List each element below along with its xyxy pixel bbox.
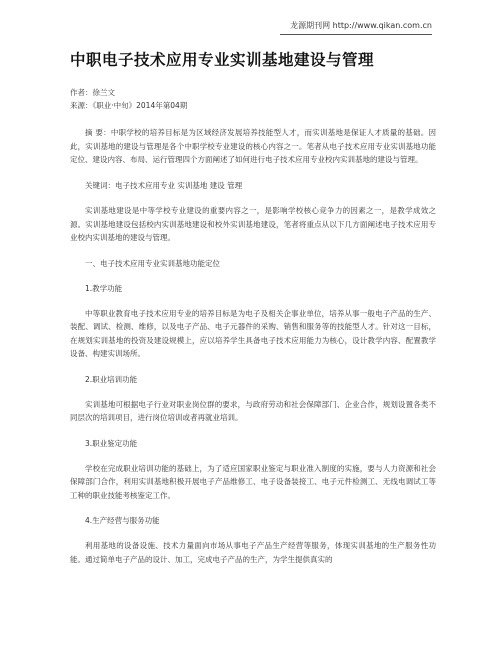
- subsection-heading-teaching: 1.教学功能: [85, 283, 123, 293]
- subsection-heading-appraisal: 3.职业鉴定功能: [85, 438, 138, 448]
- subsection-text-training: 实训基地可根据电子行业对职业岗位群的要求，与政府劳动和社会保障部门、企业合作，规划设置各类不同层次的培训项目，进行岗位培训或者再就业培训。: [70, 399, 436, 422]
- article-author: 作者：徐兰文: [70, 88, 115, 97]
- section-heading: 一、电子技术应用专业实训基地功能定位: [85, 258, 220, 268]
- subsection-text-production: 利用基地的设备设施、技术力量面向市场从事电子产品生产经营等服务，体现实训基地的生产服务性功能。通过简单电子产品的设计、加工，完成电子产品的生产，为学生提供真实的: [70, 541, 436, 564]
- subsection-text-appraisal: 学校在完成职业培训功能的基础上，为了适应国家职业鉴定与职业准入制度的实施，要与人力资源和社会保障部门合作，利用实训基地积极开展电子产品维修工、电子设备装接工、电子元件检测工、无线电调试工等工种的职业技能考核鉴定工作。: [70, 463, 436, 500]
- subsection-text-teaching: 中等职业教育电子技术应用专业的培养目标是为电子及相关企事业单位，培养从事一般电子产品的生产、装配、调试、检测、维修，以及电子产品、电子元器件的采购、销售和服务等的技能型人才。针对这一目标，在规划实训基地的投资及建设规模上，应以培养学生具备电子技术应用能力为核心，设计教学内容、配置教学设备、构建实训场所。: [70, 308, 436, 358]
- article-source: 来源：《职业·中旬》2014年第04期: [70, 101, 188, 110]
- keywords-line: 关键词：电子技术应用专业 实训基地 建设 管理: [85, 180, 243, 190]
- site-header[interactable]: 龙源期刊网 http://www.qikan.com.cn: [280, 20, 432, 35]
- subsection-heading-training: 2.职业培训功能: [85, 374, 138, 384]
- article-title: 中职电子技术应用专业实训基地建设与管理: [70, 51, 375, 69]
- intro-paragraph: 实训基地建设是中等学校专业建设的重要内容之一，是影响学校核心竞争力的因素之一，是教学成效之源。实训基地建设包括校内实训基地建设和校外实训基地建设，笔者将重点从以下几方面阐述电子技术应用专业校内实训基地的建设与管理。: [70, 206, 436, 242]
- subsection-heading-production: 4.生产经营与服务功能: [85, 516, 160, 525]
- article-body: [70, 48, 436, 566]
- page-header: [0, 0, 502, 40]
- abstract-paragraph: 摘 要：中职学校的培养目标是为区域经济发展培养技能型人才，而实训基地是保证人才质量的基础。因此，实训基地的建设与管理是各个中职学校专业建设的核心内容之一。笔者从电子技术应用专业实训基地功能定位、建设内容、布局、运行管理四个方面阐述了如何进行电子技术应用专业校内实训基地的建设与管理。: [70, 128, 436, 164]
